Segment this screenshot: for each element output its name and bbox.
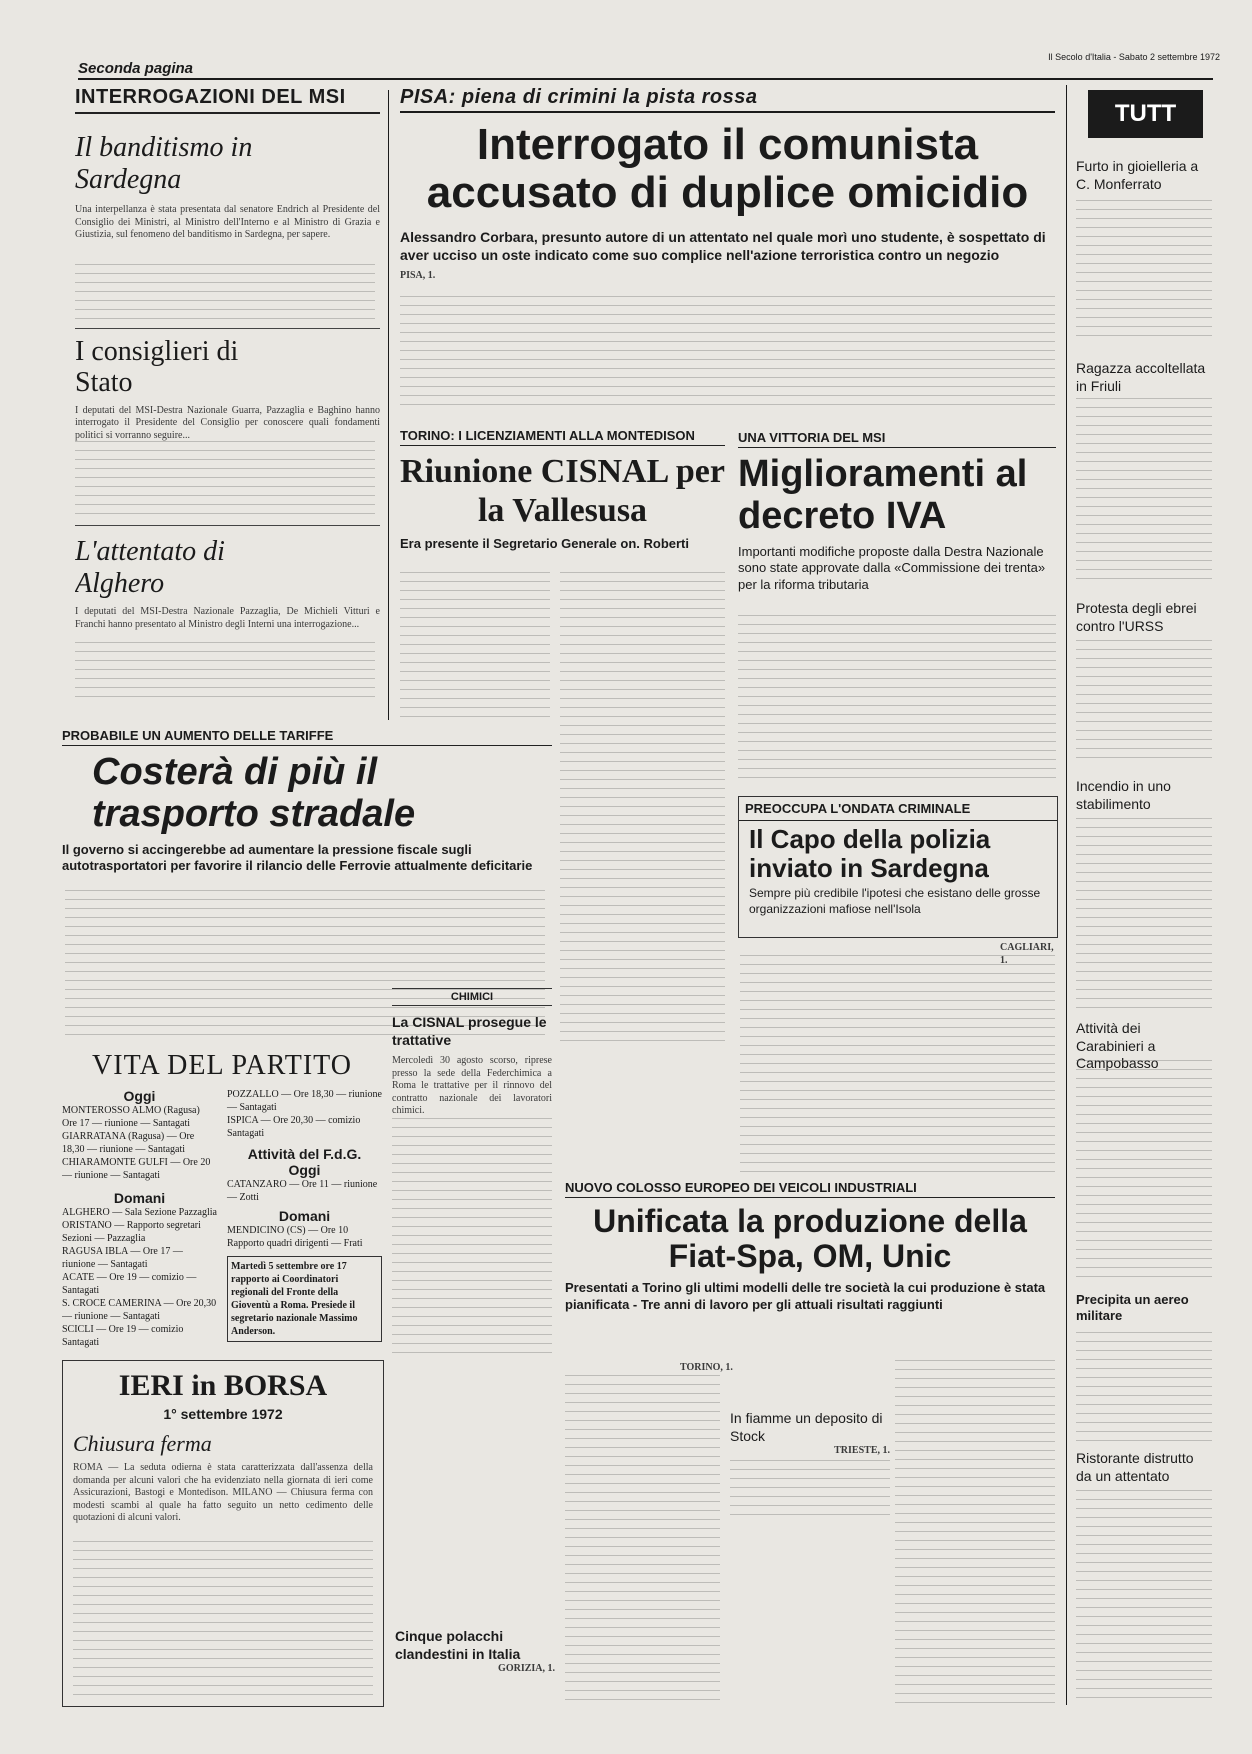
polizia-text-lines (740, 955, 1055, 1175)
borsa-subtitle: Chiusura ferma (73, 1431, 212, 1457)
torino-headline: Riunione CISNAL per la Vallesusa (400, 453, 725, 530)
iva-text-lines (738, 615, 1056, 785)
pisa-dateline: PISA, 1. (400, 270, 436, 282)
polizia-story (738, 796, 1058, 938)
tutt-item-4: Attività dei Carabinieri a Campobasso (1076, 1020, 1159, 1071)
partito-oggi-2: CHIARAMONTE GULFI — Ore 20 — riunione — Santagati (62, 1157, 211, 1181)
polacchi-dateline: GORIZIA, 1. (498, 1663, 555, 1674)
msi-section (75, 86, 380, 726)
tutt-item-5: Precipita un aereo militare (1076, 1292, 1189, 1324)
pisa-kicker: PISA: piena di crimini la pista rossa (400, 86, 758, 108)
fiat-dateline: TORINO, 1. (680, 1362, 733, 1373)
partito-domani-0: ALGHERO — Sala Sezione Pazzaglia (62, 1207, 217, 1218)
cisnal-headline: La CISNAL prosegue le trattative (392, 1014, 547, 1048)
cisnal-story (392, 988, 552, 1368)
header-rule (78, 78, 1213, 80)
tariffe-kicker: PROBABILE UN AUMENTO DELLE TARIFFE (62, 728, 552, 746)
torino-deck: Era presente il Segretario Generale on. Roberti (400, 536, 689, 552)
iva-deck: Importanti modifiche proposte dalla Destra Nazionale sono state approvate dalla «Commissione dei trenta» per la riforma tributaria (738, 543, 1046, 593)
tutt-item-3: Incendio in uno stabilimento (1076, 778, 1171, 812)
polizia-dateline: CAGLIARI, 1. (1000, 942, 1054, 966)
msi-a3-body: I deputati del MSI-Destra Nazionale Pazzaglia, De Michieli Vitturi e Franchi hanno presentato al Ministro degli Interni una interrogazione... (75, 606, 380, 630)
polizia-kicker: PREOCCUPA L'ONDATA CRIMINALE (739, 797, 1057, 821)
borsa-title: IERI in BORSA (118, 1369, 328, 1402)
tariffe-deck: Il governo si accingerebbe ad aumentare la pressione fiscale sugli autotrasportatori per favorire il rilancio delle Ferrovie attualmente deficitarie (62, 841, 533, 874)
partito-fdg-domani: MENDICINO (CS) — Ore 10 Rapporto quadri dirigenti — Frati (227, 1225, 363, 1249)
borsa-date: 1° settembre 1972 (163, 1406, 283, 1422)
polizia-headline: Il Capo della polizia inviato in Sardegna (749, 824, 991, 883)
partito-col2-1: ISPICA — Ore 20,30 — comizio Santagati (227, 1115, 361, 1139)
tutt-item-6-text (1076, 1490, 1212, 1705)
tutt-item-0: Furto in gioielleria a C. Monferrato (1076, 158, 1199, 192)
fiat-headline: Unificata la produzione della Fiat-Spa, OM, Unic (593, 1203, 1027, 1275)
msi-a2-text-lines (75, 441, 375, 521)
partito-fdg-label: Attività del F.d.G. (247, 1146, 362, 1162)
tutt-item-1-text (1076, 398, 1212, 583)
borsa-section (62, 1360, 384, 1707)
tutt-item-4-text (1076, 1060, 1212, 1285)
tutt-item-2: Protesta degli ebrei contro l'URSS (1076, 600, 1197, 634)
polacchi-story (395, 1628, 555, 1708)
torino-text-lines-2 (560, 572, 725, 1042)
torino-text-lines-1 (400, 572, 550, 722)
partito-oggi-1: GIARRATANA (Ragusa) — Ore 18,30 — riunione — Santagati (62, 1131, 195, 1155)
fiamme-story (730, 1410, 890, 1520)
fiat-text-lines-2 (895, 1360, 1055, 1705)
partito-domani-1: ORISTANO — Rapporto segretari Sezioni — Pazzaglia (62, 1220, 201, 1244)
torino-story (400, 428, 725, 568)
tutt-item-1: Ragazza accoltellata in Friuli (1076, 360, 1206, 394)
partito-oggi-0: MONTEROSSO ALMO (Ragusa) Ore 17 — riunione — Santagati (62, 1105, 200, 1129)
msi-a1-body: Una interpellanza è stata presentata dal senatore Endrich al Presidente del Consiglio dei Ministri, al Ministro dell'Interno e al Ministro di Grazia e Giustizia, sul fenomeno del banditismo in Sardegna, per sapere. (75, 204, 380, 241)
msi-a2-body: I deputati del MSI-Destra Nazionale Guarra, Pazzaglia e Baghino hanno interrogato il Presidente del Consiglio per conoscere quali fondamenti politici si vorranno seguire... (75, 404, 380, 441)
tutt-item-3-text (1076, 818, 1212, 1008)
cisnal-body: Mercoledì 30 agosto scorso, riprese presso la sede della Federchimica a Roma le trattative per il rinnovo del contratto nazionale dei lavoratori chimici. (392, 1055, 552, 1116)
msi-a2-title: I consiglieri di Stato (75, 336, 239, 399)
tutt-item-0-text (1076, 200, 1212, 340)
tutt-item-5-text (1076, 1332, 1212, 1442)
partito-fdg-oggi: CATANZARO — Ore 11 — riunione — Zotti (227, 1179, 378, 1203)
fiat-kicker: NUOVO COLOSSO EUROPEO DEI VEICOLI INDUSTRIALI (565, 1180, 1055, 1198)
tutt-italia-logo: TUTT (1088, 90, 1203, 138)
fiat-deck: Presentati a Torino gli ultimi modelli delle tre società la cui produzione è stata pianificata - Tre anni di lavoro per gli attuali risultati raggiunti (565, 1280, 1046, 1313)
page-section-label: Seconda pagina (78, 60, 194, 77)
cisnal-kicker: CHIMICI (392, 988, 552, 1006)
iva-kicker: UNA VITTORIA DEL MSI (738, 430, 1056, 448)
partito-section (62, 1050, 382, 1350)
borsa-text-lines (73, 1541, 373, 1696)
partito-oggi-label: Oggi (123, 1088, 156, 1104)
partito-fdg-oggi-label: Oggi (288, 1162, 321, 1178)
pisa-headline: Interrogato il comunista accusato di duplice omicidio (426, 120, 1029, 218)
msi-a3-title: L'attentato di Alghero (75, 535, 225, 600)
fiamme-text-lines (730, 1460, 890, 1520)
pisa-text-lines (400, 296, 1055, 411)
borsa-body: ROMA — La seduta odierna è stata caratterizzata dall'assenza della domanda per alcuni valori che ha evidenziato nella giornata di ieri come Assicurazioni, Bastogi e Montedison. MILANO — Chiusura ferma con modesti scambi al quale ha fatto seguito un netto cedimento delle quotazioni di alcuni valori. (73, 1462, 373, 1524)
partito-fdg-domani-label: Domani (278, 1208, 331, 1224)
iva-headline: Miglioramenti al decreto IVA (738, 453, 1028, 537)
cisnal-text-lines (392, 1118, 552, 1358)
partito-domani-2: RAGUSA IBLA — Ore 17 — riunione — Santagati (62, 1246, 183, 1270)
tariffe-story (62, 728, 552, 878)
fiamme-dateline: TRIESTE, 1. (834, 1445, 890, 1456)
msi-a1-text-lines (75, 264, 375, 324)
tutt-item-6: Ristorante distrutto da un attentato (1076, 1450, 1194, 1484)
msi-a1-title: Il banditismo in Sardegna (75, 132, 253, 196)
polizia-deck: Sempre più credibile l'ipotesi che esistano delle grosse organizzazioni mafiose nell'Isola (749, 886, 1041, 916)
masthead-date: Il Secolo d'Italia - Sabato 2 settembre 1972 (1048, 52, 1220, 62)
fiat-text-lines-1 (565, 1375, 720, 1705)
partito-domani-3: ACATE — Ore 19 — comizio — Santagati (62, 1272, 197, 1296)
partito-col2-0: POZZALLO — Ore 18,30 — riunione — Santagati (227, 1089, 382, 1113)
polacchi-headline: Cinque polacchi clandestini in Italia (395, 1628, 521, 1662)
partito-notice: Martedì 5 settembre ore 17 rapporto ai Coordinatori regionali del Fronte della Gioventù a Roma. Presiede il segretario nazionale Massimo Anderson. (227, 1256, 382, 1342)
pisa-deck: Alessandro Corbara, presunto autore di un attentato nel quale morì uno studente, è sospettato di aver ucciso un oste indicato come suo complice nell'azione terroristica contro un negozio (400, 228, 1046, 263)
tariffe-headline: Costerà di più il trasporto stradale (92, 751, 416, 835)
msi-header: INTERROGAZIONI DEL MSI (75, 86, 380, 114)
msi-a3-text-lines (75, 642, 375, 702)
partito-title: VITA DEL PARTITO (92, 1050, 352, 1081)
partito-domani-4: S. CROCE CAMERINA — Ore 20,30 — riunione — Santagati (62, 1298, 217, 1322)
torino-kicker: TORINO: I LICENZIAMENTI ALLA MONTEDISON (400, 428, 725, 446)
partito-domani-label: Domani (113, 1190, 166, 1206)
iva-story (738, 430, 1056, 610)
pisa-story (400, 86, 1055, 416)
fiamme-headline: In fiamme un deposito di Stock (730, 1410, 883, 1444)
tutt-item-2-text (1076, 640, 1212, 765)
partito-domani-5: SCICLI — Ore 19 — comizio Santagati (62, 1324, 184, 1348)
fiat-story (565, 1180, 1055, 1355)
